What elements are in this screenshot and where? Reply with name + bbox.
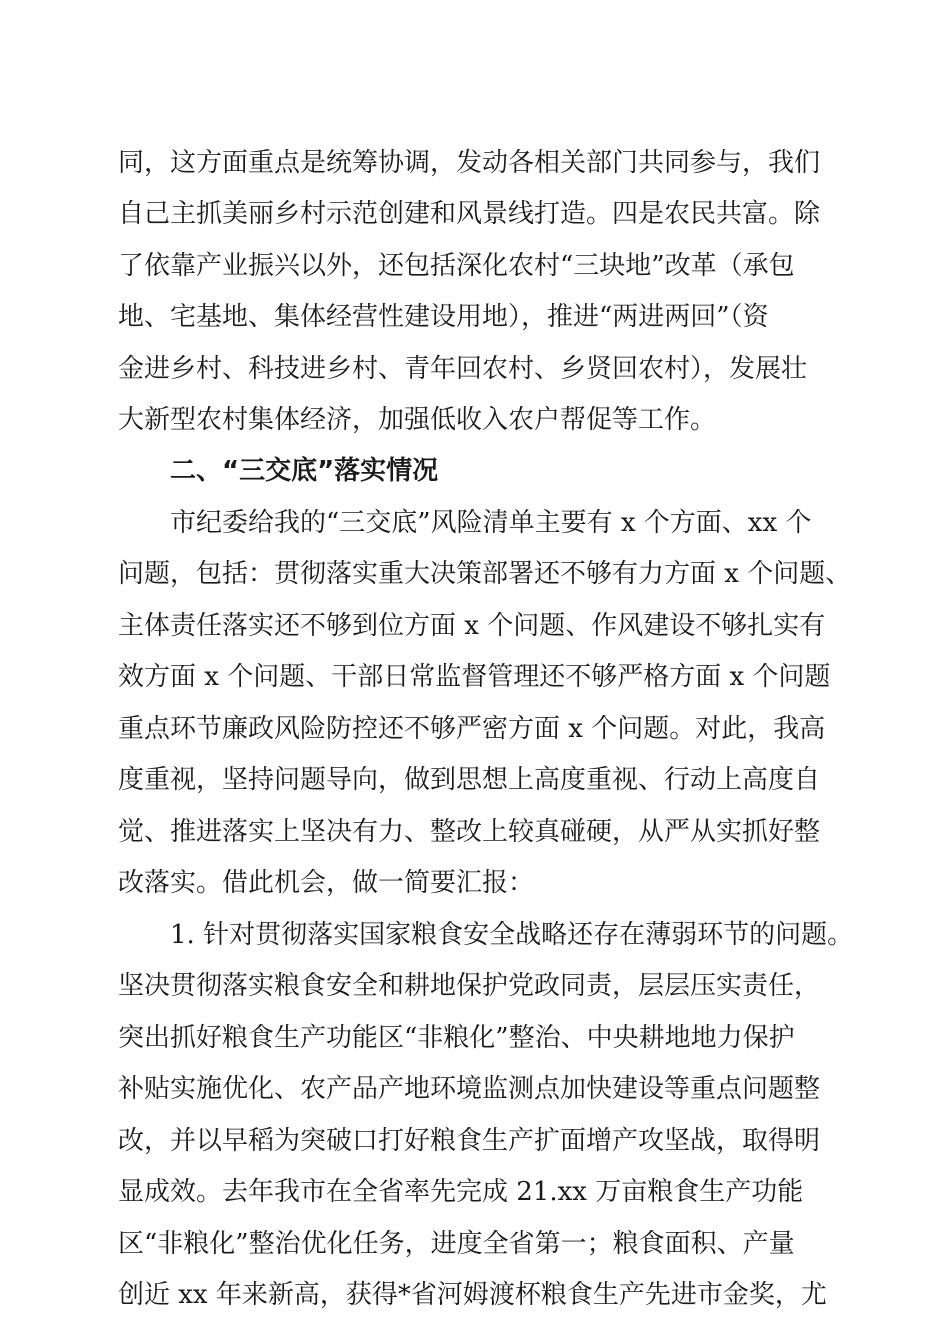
paragraph-line: 问题，包括：贯彻落实重大决策部署还不够有力方面 x 个问题、 xyxy=(118,559,852,589)
section-heading: 二、“三交底”落实情况 xyxy=(170,456,439,486)
paragraph-line: 自己主抓美丽乡村示范创建和风景线打造。四是农民共富。除 xyxy=(118,199,821,229)
paragraph-line: 觉、推进落实上坚决有力、整改上较真碰硬，从严从实抓好整 xyxy=(118,817,821,847)
paragraph-line: 改落实。借此机会，做一简要汇报： xyxy=(118,868,535,898)
paragraph-line: 市纪委给我的“三交底”风险清单主要有 x 个方面、xx 个 xyxy=(170,508,812,538)
paragraph-line: 大新型农村集体经济，加强低收入农户帮促等工作。 xyxy=(118,405,717,435)
numbered-item-line: 1. 针对贯彻落实国家粮食安全战略还存在薄弱环节的问题。 xyxy=(170,920,854,950)
paragraph-line: 地、宅基地、集体经营性建设用地），推进“两进两回”（资 xyxy=(118,302,769,332)
paragraph-line: 创近 xx 年来新高，获得*省河姆渡杯粮食生产先进市金奖，尤 xyxy=(118,1280,827,1310)
paragraph-line: 了依靠产业振兴以外，还包括深化农村“三块地”改革（承包 xyxy=(118,251,795,281)
paragraph-line: 显成效。去年我市在全省率先完成 21.xx 万亩粮食生产功能 xyxy=(118,1177,804,1207)
paragraph-line: 重点环节廉政风险防控还不够严密方面 x 个问题。对此，我高 xyxy=(118,714,826,744)
paragraph-line: 效方面 x 个问题、干部日常监督管理还不够严格方面 x 个问题 xyxy=(118,662,831,692)
paragraph-line: 金进乡村、科技进乡村、青年回农村、乡贤回农村），发展壮 xyxy=(118,354,808,384)
paragraph-line: 补贴实施优化、农产品产地环境监测点加快建设等重点问题整 xyxy=(118,1074,821,1104)
paragraph-line: 改，并以早稻为突破口打好粮食生产扩面增产攻坚战，取得明 xyxy=(118,1126,821,1156)
paragraph-line: 突出抓好粮食生产功能区“非粮化”整治、中央耕地地力保护 xyxy=(118,1023,795,1053)
paragraph-line: 主体责任落实还不够到位方面 x 个问题、作风建设不够扎实有 xyxy=(118,611,826,641)
paragraph-line: 区“非粮化”整治优化任务，进度全省第一；粮食面积、产量 xyxy=(118,1229,795,1259)
paragraph-line: 度重视，坚持问题导向，做到思想上高度重视、行动上高度自 xyxy=(118,765,821,795)
paragraph-line: 坚决贯彻落实粮食安全和耕地保护党政同责，层层压实责任， xyxy=(118,971,821,1001)
paragraph-line: 同，这方面重点是统筹协调，发动各相关部门共同参与，我们 xyxy=(118,148,821,178)
